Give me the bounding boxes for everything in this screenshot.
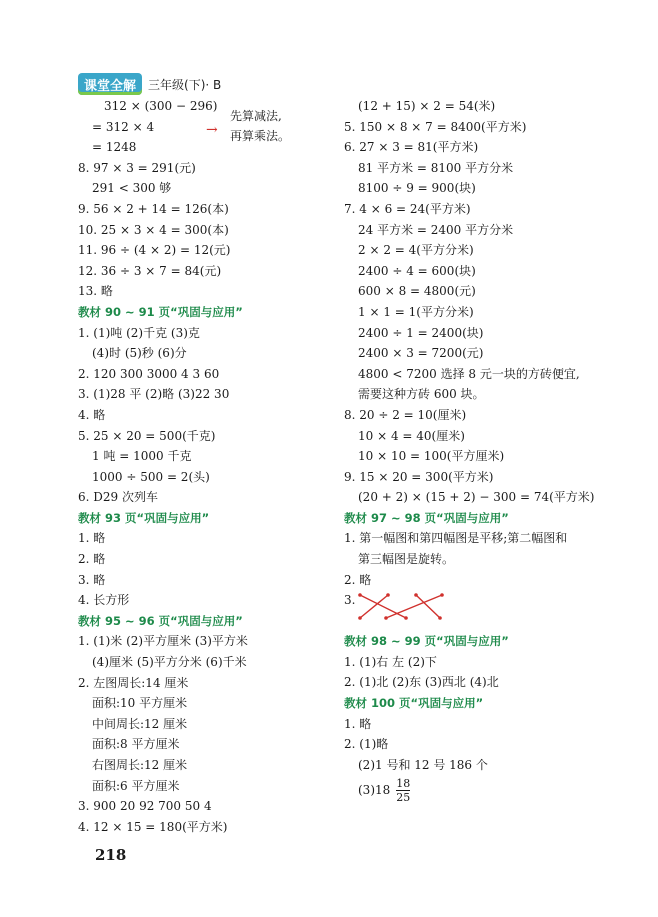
section-heading: 教材 98 ~ 99 页“巩固与应用” [344, 634, 509, 649]
answer-line: 6. 27 × 3 = 81(平方米) [344, 140, 479, 155]
answer-line: 需要这种方砖 600 块。 [358, 387, 485, 402]
match-dot [358, 616, 362, 620]
fraction-numerator: 18 [396, 776, 411, 790]
answer-line: 2400 × 3 = 7200(元) [358, 346, 484, 361]
section-heading: 教材 90 ~ 91 页“巩固与应用” [78, 304, 243, 319]
answer-line: = 1248 [92, 140, 137, 155]
match-dot [440, 593, 444, 597]
answer-line: = 312 × 4 [92, 119, 155, 134]
right-column [344, 96, 624, 805]
answer-line: 2400 ÷ 1 = 2400(块) [358, 325, 484, 340]
answer-line: 2. 略 [344, 572, 372, 587]
answer-line: 11. 96 ÷ (4 × 2) = 12(元) [78, 243, 231, 258]
matching-lines-figure [356, 590, 448, 624]
answer-line-fraction [344, 775, 624, 805]
match-dot [384, 616, 388, 620]
answer-number: 3. [344, 593, 356, 608]
answer-line: 7. 4 × 6 = 24(平方米) [344, 201, 471, 216]
answer-line: 291 < 300 够 [92, 181, 172, 196]
answer-line: 9. 15 × 20 = 300(平方米) [344, 469, 494, 484]
answer-line: 2. 120 300 3000 4 3 60 [78, 366, 220, 381]
answer-line: 4. 略 [78, 407, 106, 422]
answer-line: 1 × 1 = 1(平方分米) [358, 304, 474, 319]
page-header [78, 72, 221, 96]
answer-line: 4800 < 7200 选择 8 元一块的方砖便宜, [358, 366, 580, 381]
match-dot [386, 593, 390, 597]
match-dot [438, 616, 442, 620]
match-dot [358, 593, 362, 597]
answer-line: 1 吨 = 1000 千克 [92, 449, 192, 464]
answer-line: 3. 略 [78, 572, 106, 587]
section-heading: 教材 100 页“巩固与应用” [344, 696, 484, 711]
answer-line-with-figure [344, 590, 624, 631]
answer-line: 13. 略 [78, 284, 113, 299]
answer-line: 5. 25 × 20 = 500(千克) [78, 428, 216, 443]
answer-line: 8. 97 × 3 = 291(元) [78, 160, 196, 175]
answer-line: 6. D29 次列车 [78, 490, 158, 505]
answer-line: (4)厘米 (5)平方分米 (6)千米 [92, 655, 247, 670]
step-with-note [78, 96, 340, 158]
fraction [396, 777, 410, 804]
answer-line: 2. 略 [78, 552, 106, 567]
answer-line: 8. 20 ÷ 2 = 10(厘米) [344, 407, 467, 422]
answer-line: 10 × 10 = 100(平方厘米) [358, 449, 505, 464]
answer-line: 1. 第一幅图和第四幅图是平移;第二幅图和 [344, 531, 568, 546]
side-note-line: 再算乘法。 [230, 129, 291, 143]
answer-line: 面积:8 平方厘米 [92, 737, 180, 752]
answer-line: 面积:10 平方厘米 [92, 696, 188, 711]
answer-line: 600 × 8 = 4800(元) [358, 284, 476, 299]
grade-label: 三年级(下)· B [148, 77, 222, 92]
answer-line: 1. (1)右 左 (2)下 [344, 654, 437, 669]
answer-line: 1000 ÷ 500 = 2(头) [92, 469, 210, 484]
side-note-line: 先算减法, [230, 109, 282, 123]
answer-line: 2400 ÷ 4 = 600(块) [358, 263, 476, 278]
answer-line: (20 + 2) × (15 + 2) − 300 = 74(平方米) [358, 490, 595, 505]
answer-line: 2. (1)略 [344, 737, 389, 752]
match-dot [404, 616, 408, 620]
answer-line: 9. 56 × 2 + 14 = 126(本) [78, 201, 229, 216]
answer-line: (4)时 (5)秒 (6)分 [92, 346, 187, 361]
section-heading: 教材 93 页“巩固与应用” [78, 510, 210, 525]
answer-line: 1. 略 [78, 531, 106, 546]
answer-line: 中间周长:12 厘米 [92, 716, 188, 731]
fraction-denominator: 25 [396, 790, 411, 804]
answer-line: 1. (1)米 (2)平方厘米 (3)平方米 [78, 634, 248, 649]
arrow-icon: → [206, 122, 218, 138]
left-column [78, 96, 340, 837]
answer-line: 4. 12 × 15 = 180(平方米) [78, 819, 228, 834]
answer-line: 12. 36 ÷ 3 × 7 = 84(元) [78, 263, 222, 278]
answer-line: 右图周长:12 厘米 [92, 758, 188, 773]
answer-line: 第三幅图是旋转。 [358, 552, 455, 567]
answer-line: 5. 150 × 8 × 7 = 8400(平方米) [344, 119, 527, 134]
answer-line: 10 × 4 = 40(厘米) [358, 428, 465, 443]
answer-line: 面积:6 平方厘米 [92, 778, 180, 793]
side-note [230, 106, 330, 146]
match-dot [414, 593, 418, 597]
answer-line: 3. 900 20 92 700 50 4 [78, 799, 212, 814]
answer-line: 2 × 2 = 4(平方分米) [358, 243, 474, 258]
answer-text: (3)18 [358, 783, 391, 798]
answer-line: 1. 略 [344, 716, 372, 731]
answer-line: 1. (1)吨 (2)千克 (3)克 [78, 325, 200, 340]
page-number: 218 [95, 846, 127, 864]
answer-line: 3. (1)28 平 (2)略 (3)22 30 [78, 387, 230, 402]
answer-line: 24 平方米 = 2400 平方分米 [358, 222, 514, 237]
section-heading: 教材 97 ~ 98 页“巩固与应用” [344, 510, 509, 525]
match-line [416, 595, 440, 618]
answer-line: (2)1 号和 12 号 186 个 [358, 757, 488, 772]
answer-line: (12 + 15) × 2 = 54(米) [358, 99, 496, 113]
answer-line: 10. 25 × 3 × 4 = 300(本) [78, 222, 229, 237]
answer-line: 8100 ÷ 9 = 900(块) [358, 181, 476, 196]
answer-line: 2. 左图周长:14 厘米 [78, 675, 189, 690]
brand-logo: 课堂全解 [78, 73, 142, 95]
answer-line: 4. 长方形 [78, 593, 130, 608]
match-line [386, 595, 442, 618]
answer-line: 2. (1)北 (2)东 (3)西北 (4)北 [344, 675, 499, 690]
answer-line: 312 × (300 − 296) [104, 99, 218, 113]
answer-line: 81 平方米 = 8100 平方分米 [358, 160, 514, 175]
section-heading: 教材 95 ~ 96 页“巩固与应用” [78, 613, 243, 628]
